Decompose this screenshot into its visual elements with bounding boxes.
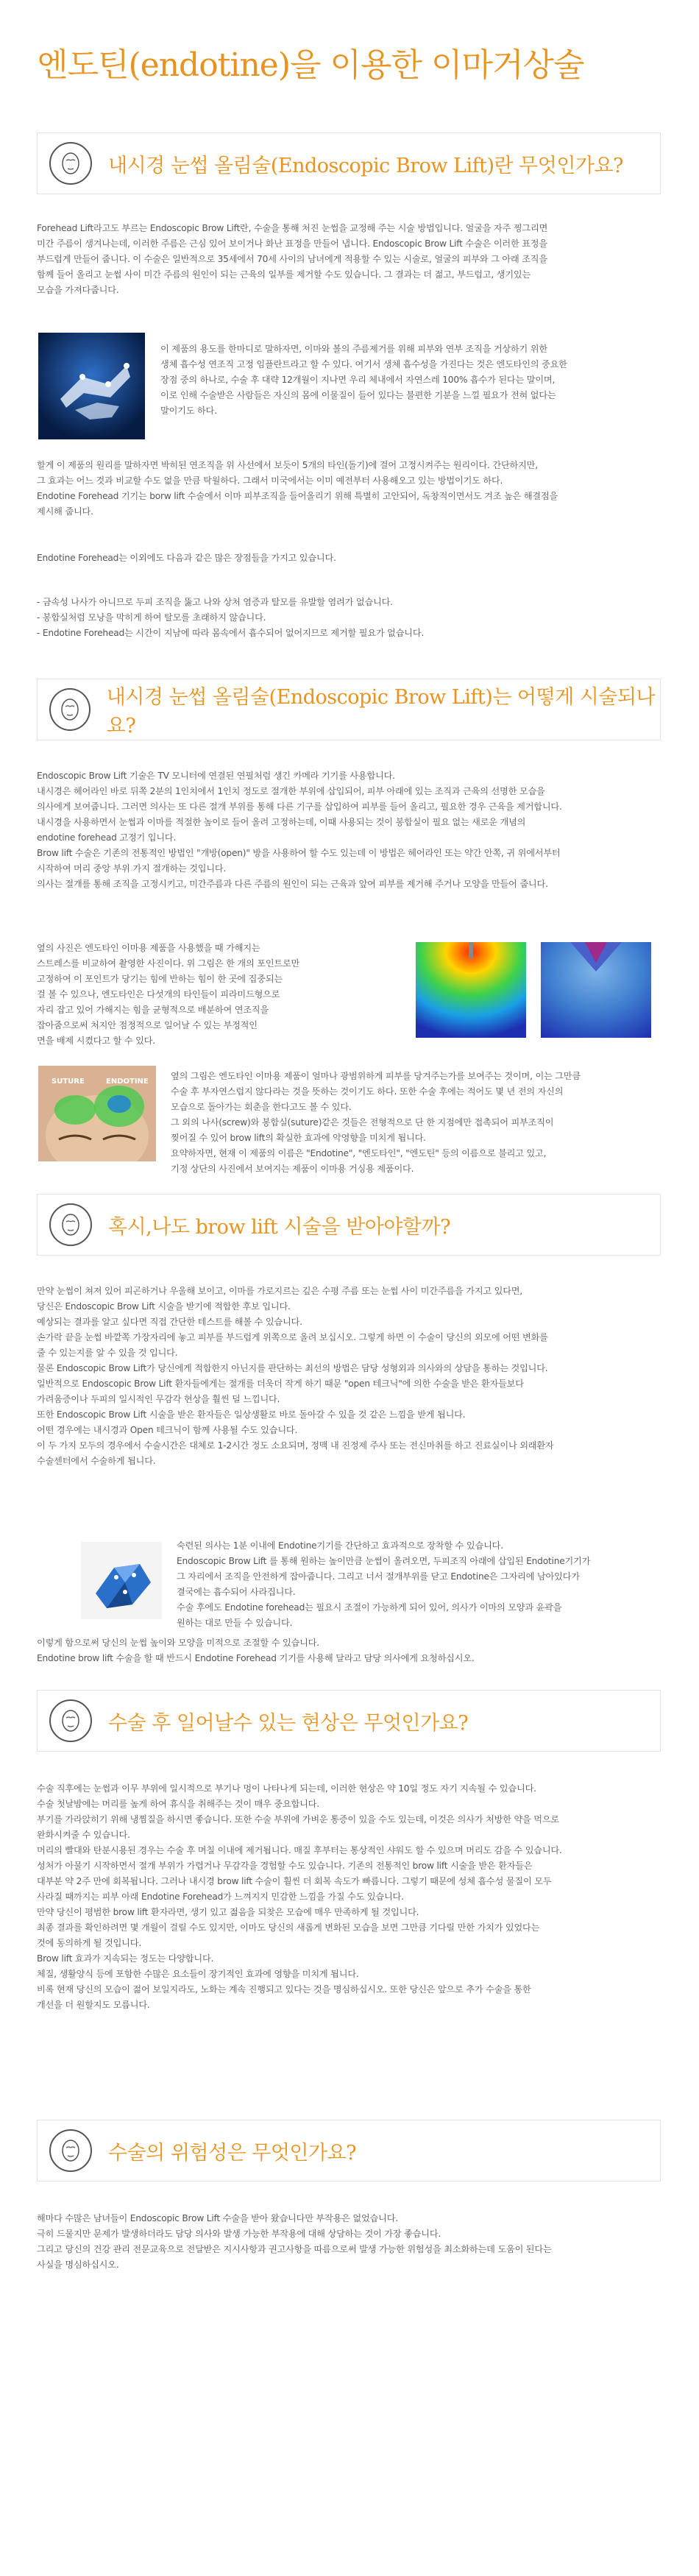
section-paragraph: Forehead Lift라고도 부르는 Endoscopic Brow Lift란, 수술을 통해 처진 눈썹을 교정해 주는 시술 방법입니다. 얼굴을 자주 찡그리면 미간 주름이 생겨나는데, 이러한 주름은 근심 있어 보이거나 화난 표정을 만들어 냅니다. Endoscopic Brow Lift 수술은 이러한 표정을 부드럽게 만들어 줍니다. 이 수술은 일반적으로 35세에서 70세 사이의 남녀에게 적용할 수 있는 시술로, 얼굴의 피부와 그 아래 조직을 함께 들어 올리고 눈썹 사이 미간 주름의 원인이 되는 근육의 일부를 제거할 수도 있습니다. 그 결과는 더 젊고, 부드럽고, 생기있는 모습을 가져다줍니다. bbox=[37, 223, 548, 295]
suture-vs-endotine-face-image bbox=[38, 1066, 156, 1161]
advantages-list: - 금속성 나사가 아니므로 두피 조직을 뚫고 나와 상처 염증과 탈모를 유발할 염려가 없습니다. - 봉합실처럼 모낭을 막히게 하여 탈모를 초래하지 않습니다. - Endotine Forehead는 시간이 지남에 따라 몸속에서 흡수되어 없어지므로 제거할 필요가 없습니다. bbox=[37, 597, 425, 638]
face-icon bbox=[49, 1699, 92, 1742]
section-paragraph: 숙련된 의사는 1분 이내에 Endotine기기를 간단하고 효과적으로 장착할 수 있습니다. Endoscopic Brow Lift 를 통해 원하는 높이만큼 눈썹이 올려오면, 두피조직 아래에 삽입된 Endotine기기가 그 자리에서 조직을 안전하게 잡아줍니다. 그리고 너서 절개부위를 닫고 Endotine은 그자리에 남아있다가 결국에는 흡수되어 사라집니다. 수술 후에도 Endotine forehead는 필요시 조절이 가능하게 되어 있어, 의사가 이마의 모양과 윤곽을 원하는 대로 만들 수 있습니다. bbox=[177, 1540, 591, 1628]
endotine-label: ENDOTINE bbox=[106, 1078, 149, 1086]
section-heading: 내시경 눈썹 올림술(Endoscopic Brow Lift)란 무엇인가요? bbox=[108, 154, 624, 177]
section-paragraph: 이렇게 함으로써 당신의 눈썹 높이와 모양을 미적으로 조절할 수 있습니다. Endotine brow lift 수술을 할 때 반드시 Endotine Forehead 기기를 사용해 달라고 담당 의사에게 요청하십시오. bbox=[37, 1638, 475, 1663]
section-paragraph: 수술 직후에는 눈썹과 이무 부위에 일시적으로 부기나 멍이 나타나게 되는데, 이러한 현상은 약 10일 정도 자기 지속될 수 있습니다. 수술 첫날밤에는 머리를 높게 하여 휴식을 취해주는 것이 매우 중요합니다. 부기를 가라앉히기 위해 냉찜질을 하시면 좋습니다. 또한 수술 부위에 가벼운 통증이 있을 수도 있는데, 이것은 의사가 처방한 약을 먹으로 완화시켜줄 수 있습니다. 머리의 빨대와 탄분시용된 경우는 수술 후 며칠 이내에 제거됩니다. 매질 후부터는 통상적인 샤워도 할 수 있으며 머리도 감을 수 있습니다. 성처가 아물기 시작하면서 절개 부위가 가렵거나 무감각을 경험할 수도 있습니다. 기존의 전통적인 brow lift 시술을 받은 환자들은 대부분 약 2주 만에 회복됩니다. 그러나 내시경 brow lift 수술이 훨씬 더 회복 속도가 빠릅니다. 그렇기 때문에 성체 흡수성 물질이 모두 사라질 때까지는 피부 아래 Endotine Forehead가 느껴지지 민감한 느낌을 가질 수도 있습니다. 만약 당신이 평범한 brow lift 환자라면, 생기 있고 젊음을 되찾은 모습에 매우 만족하게 될 것입니다. 최종 결과를 확인하려면 몇 개월이 걸릴 수도 있지만, 이마도 당신의 새롭게 변화된 모습을 보면 그만큼 기다릴 만한 가치가 있었다는 것에 동의하게 될 것입니다. Brow lift 효과가 지속되는 정도는 다양합니다. 체질, 생활양식 등에 포함한 수많은 요소들이 장기적인 효과에 영향을 미치게 됩니다. 비록 현재 당신의 모습이 젊어 보일지라도, 노화는 계속 진행되고 있다는 것을 명심하십시오. 또한 당신은 앞으로 추가 수술을 통한 개선을 더 원할지도 모릅니다. bbox=[37, 1783, 562, 2010]
page-title: 엔도틴(endotine)을 이용한 이마거상술 bbox=[37, 46, 584, 84]
face-icon bbox=[49, 688, 91, 731]
stress-comparison-image-single-point bbox=[416, 942, 526, 1038]
face-icon bbox=[49, 1203, 92, 1246]
stress-comparison-image-endotine bbox=[541, 942, 651, 1038]
section-paragraph: 이 제품의 용도를 한마디로 말하자면, 이마와 볼의 주름제거를 위해 피부와 연부 조직을 거상하기 위한 생체 흡수성 연조직 고정 임플란트라고 할 수 있다. 여기서 생체 흡수성을 가진다는 것은 엔도타인의 중요한 장점 중의 하나로, 수술 후 대략 12개월이 지나면 우리 체내에서 자연스레 100% 흡수가 된다는 말이며, 이로 인해 수술받은 사람들은 자신의 몸에 이물질이 들어 있다는 불편한 기분을 느낄 필요가 전혀 없다는 말이기도 하다. bbox=[160, 344, 567, 416]
face-icon bbox=[49, 142, 92, 185]
section-heading: 수술의 위험성은 무엇인가요? bbox=[108, 2141, 357, 2165]
section-header-candidate bbox=[37, 1194, 661, 1256]
section-paragraph: Endoscopic Brow Lift 기술은 TV 모니터에 연결된 연필처럼 생긴 카메라 기기를 사용합니다. 내시경은 헤어라인 바로 뒤쪽 2분의 1인치에서 1인치 정도로 절개한 부위에 삽입되어, 피부 아래에 있는 조직과 근육의 선명한 모습을 의사에게 보여줍니다. 그러면 의사는 또 다른 절개 부위를 통해 다른 기구를 삽입하여 피부를 들어 올리고, 필요한 경우 근육을 제거합니다. 내시경을 사용하면서 눈썹과 이마를 적절한 높이로 들어 올려 고정하는데, 이때 사용되는 것이 봉합실이 필요 없는 새로운 개념의 endotine forehead 고정기 입니다. Brow lift 수술은 기존의 전통적인 방법인 "개방(open)" 방을 사용하여 할 수도 있는데 이 방법은 헤어라인 또는 약간 안쪽, 귀 위에서부터 시작하여 머리 중앙 부위 가지 절개하는 것입니다. 의사는 절개를 통해 조직을 고정시키고, 미간주름과 다른 주름의 원인이 되는 근육과 앞여 피부를 제거해 주거나 모양을 만들어 줍니다. bbox=[37, 771, 562, 889]
section-header-after-surgery bbox=[37, 1690, 661, 1752]
section-header-how-performed bbox=[37, 679, 661, 740]
section-paragraph: 만약 눈썹이 쳐져 있어 피곤하거나 우울해 보이고, 이마를 가로지르는 깊은 수평 주름 또는 눈썹 사이 미간주름을 가지고 있다면, 당신은 Endoscopic Brow Lift 시술을 받기에 적합한 후보 입니다. 예상되는 결과를 알고 싶다면 직접 간단한 테스트를 해볼 수 있습니다. 손가락 끝을 눈썹 바깥쪽 가장자리에 놓고 피부를 부드럽게 위쪽으로 올려 보십시오. 그렇게 하면 이 수술이 당신의 외모에 어떤 변화를 줄 수 있는지를 알 수 있을 것 입니다. 물론 Endoscopic Brow Lift가 당신에게 적합한지 아닌지를 판단하는 최선의 방법은 담당 성형외과 의사와의 상담을 통하는 것입니다. 일반적으로 Endoscopic Brow Lift 환자들에게는 절개를 더욱더 작게 하기 때문 "open 테크닉"에 의한 수술을 받은 환자들보다 가려움증이나 두피의 일시적인 무감각 현상을 훨씬 덜 느낍니다. 또한 Endoscopic Brow Lift 시술을 받은 환자들은 일상생활로 바로 돌아갈 수 있을 것 같은 느낌을 받게 됩니다. 어떤 경우에는 내시경과 Open 테크닉이 함께 사용될 수도 있습니다. 이 두 가지 모두의 경우에서 수술시간은 대체로 1-2시간 정도 소요되며, 정맥 내 진정제 주사 또는 전신마취를 하고 진료실이나 외래환자 수술센터에서 수술하게 됩니다. bbox=[37, 1286, 554, 1466]
section-paragraph: Endotine Forehead는 이외에도 다음과 같은 많은 장점들을 가지고 있습니다. bbox=[37, 553, 336, 563]
section-header-what-is bbox=[37, 132, 661, 194]
section-paragraph: 할게 이 제품의 원리를 말하자면 박히된 연조직을 위 사선에서 보듯이 5개의 타인(돌기)에 걸어 고정시켜주는 원리이다. 간단하지만, 그 효과는 어느 것과 비교할 수도 없을 만큼 탁월하다. 그래서 미국에서는 이미 예전부터 사용해오고 있는 방법이기도 하다. Endotine Forehead 기기는 borw lift 수술에서 이마 피부조직을 들어올리기 위해 특별히 고안되어, 독창적이면서도 겨조 높은 해결점을 제시해 줍니다. bbox=[37, 460, 558, 517]
suture-label: SUTURE bbox=[52, 1078, 85, 1086]
section-paragraph: 옆의 그림은 엔도타인 이마용 제품이 얼마나 광범위하게 피부를 당겨주는가를 보여주는 것이며, 이는 그만큼 수술 후 부자연스럽지 않다라는 것을 뜻하는 것이기도 하다. 또한 수술 후에는 적어도 몇 년 전의 자신의 모습으로 돌아가는 회춘을 한다고도 볼 수 있다. 그 외의 나사(screw)와 봉합실(suture)같은 것들은 전형적으로 단 한 지점에만 접촉되어 피부조직이 찢어질 수 있어 brow lift의 확실한 효과에 악영향을 미치게 됩니다. 요약하자면, 현재 이 제품의 이름은 "Endotine", "엔도타인", "엔도틴" 등의 이름으로 불리고 있고, 기정 상단의 사진에서 보여지는 제품이 이마용 거싱용 제품이다. bbox=[171, 1071, 581, 1174]
face-icon bbox=[49, 2129, 92, 2172]
section-heading: 수술 후 일어날수 있는 현상은 무엇인가요? bbox=[108, 1711, 469, 1735]
section-header-risks bbox=[37, 2120, 661, 2182]
endotine-implant-image bbox=[81, 1542, 162, 1619]
endotine-device-image bbox=[38, 333, 145, 439]
section-heading: 혹시,나도 brow lift 시술을 받아야할까? bbox=[108, 1215, 451, 1239]
section-paragraph: 옆의 사진은 엔도타인 이마용 제품을 사용했을 때 가해지는 스트레스를 비교하여 촬영한 사진이다. 위 그림은 한 개의 포인트로만 고정하여 이 포인트가 당기는 힘에 반하는 힘이 한 곳에 집중되는 걸 볼 수 있으나, 엔도타인은 다섯개의 타인들이 피라미드형으로 자리 잡고 있어 가해지는 힘을 균형적으로 배분하여 연조직을 잡아줌으로써 처지안 점정적으로 일어날 수 있는 부정적인 면을 배제 시켰다고 할 수 있다. bbox=[37, 943, 300, 1046]
section-paragraph: 해마다 수많은 남녀들이 Endoscopic Brow Lift 수술을 받아 왔습니다만 부작용은 없었습니다. 극히 드물지만 문제가 발생하더라도 담당 의사와 발생 가능한 부작용에 대해 상담하는 것이 가장 좋습니다. 그리고 당신의 건강 관리 전문교육으로 전달받은 지시사항과 권고사항을 따름으로써 발생 가능한 위험성을 최소화하는데 도움이 된다는 사실을 명심하십시오. bbox=[37, 2213, 552, 2270]
section-heading: 내시경 눈썹 올림술(Endoscopic Brow Lift)는 어떻게 시술되나요? bbox=[106, 686, 656, 737]
